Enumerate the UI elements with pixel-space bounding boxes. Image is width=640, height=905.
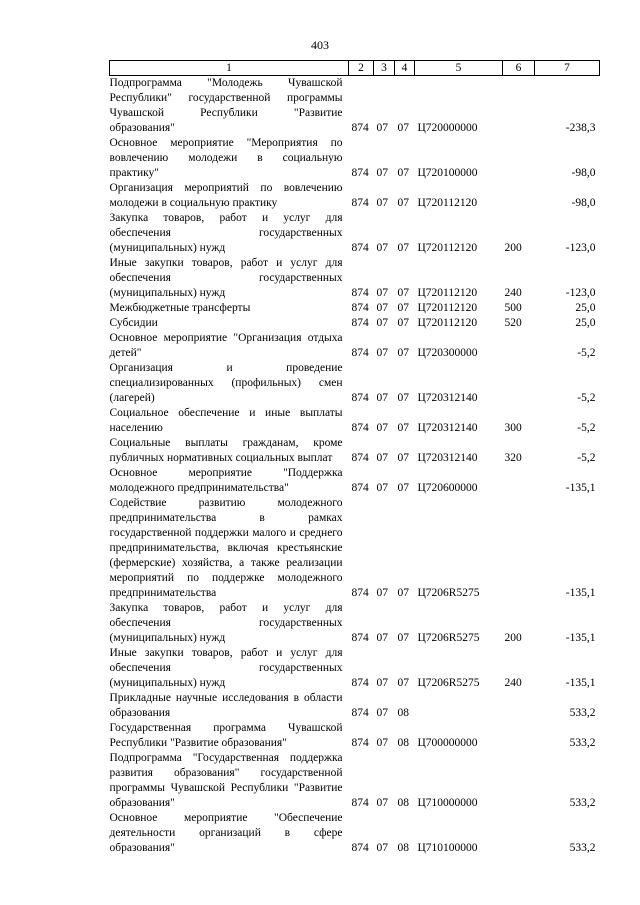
cell-c4: 07 (397, 482, 409, 494)
cell-c2: 874 (351, 737, 369, 749)
cell-c4: 07 (397, 392, 409, 404)
cell-c4: 07 (397, 632, 409, 644)
cell-c2: 874 (351, 587, 369, 599)
cell-c2: 874 (351, 317, 369, 329)
cell-c4: 07 (397, 287, 409, 299)
table-row (110, 256, 600, 301)
table-row (110, 361, 600, 406)
row-description: Иные закупки товаров, работ и услуг для обеспечения государственных (муниципальных) нужд (109, 257, 343, 299)
cell-c2: 874 (351, 707, 369, 719)
cell-c2: 874 (351, 632, 369, 644)
cell-c4: 07 (397, 317, 409, 329)
table-body (110, 76, 600, 857)
cell-c4: 07 (397, 122, 409, 134)
cell-c4: 07 (397, 302, 409, 314)
cell-c5: Ц720600000 (417, 482, 478, 494)
row-description: Социальное обеспечение и иные выплаты населению (109, 407, 343, 434)
cell-c6 (503, 361, 535, 406)
cell-c3: 07 (376, 317, 388, 329)
cell-c2: 874 (351, 122, 369, 134)
cell-c7: 25,0 (575, 317, 596, 329)
cell-c4: 07 (397, 197, 409, 209)
cell-c4: 07 (397, 242, 409, 254)
cell-c3: 07 (376, 347, 388, 359)
cell-c4: 07 (397, 347, 409, 359)
cell-c2: 874 (351, 242, 369, 254)
cell-c5: Ц710000000 (417, 797, 478, 809)
cell-c7: -135,1 (565, 482, 596, 494)
row-description: Организация мероприятий по вовлечению молодежи в социальную практику (109, 182, 343, 209)
cell-c5: Ц720112120 (417, 197, 478, 209)
cell-c4: 07 (397, 677, 409, 689)
cell-c6: 240 (504, 287, 522, 299)
cell-c5: Ц720312140 (417, 392, 478, 404)
row-description: Прикладные научные исследования в области образования (109, 692, 343, 719)
cell-c6 (503, 721, 535, 751)
row-description: Основное мероприятие "Поддержка молодежного предпринимательства" (109, 467, 343, 494)
table-row (110, 406, 600, 436)
row-description: Иные закупки товаров, работ и услуг для обеспечения государственных (муниципальных) нужд (109, 647, 343, 689)
cell-c7: -98,0 (571, 167, 596, 179)
cell-c5: Ц7206R5275 (417, 677, 480, 689)
cell-c2: 874 (351, 347, 369, 359)
table-row (110, 136, 600, 181)
column-header: 4 (395, 61, 415, 76)
cell-c2: 874 (351, 167, 369, 179)
column-header: 3 (374, 61, 395, 76)
cell-c7: 533,2 (569, 707, 596, 719)
table-row (110, 691, 600, 721)
cell-c7: -135,1 (565, 677, 596, 689)
cell-c7: -5,2 (577, 452, 596, 464)
cell-c3: 07 (376, 392, 388, 404)
table-row (110, 436, 600, 466)
cell-c2: 874 (351, 677, 369, 689)
cell-c7: -5,2 (577, 422, 596, 434)
cell-c5: Ц700000000 (417, 737, 478, 749)
column-header: 2 (349, 61, 374, 76)
cell-c7: 533,2 (569, 797, 596, 809)
row-description: Содействие развитию молодежного предпринимательства в рамках государственной поддержки малого и среднего предпринимательства, включая крестьянские (фермерские) хозяйства, а также реализации мероприятий по поддержке молодежного предпринимательства (109, 497, 343, 599)
cell-c4: 08 (397, 707, 409, 719)
cell-c4: 08 (397, 797, 409, 809)
cell-c3: 07 (376, 422, 388, 434)
cell-c5: Ц7206R5275 (417, 587, 480, 599)
cell-c5 (415, 691, 503, 721)
page-number: 403 (311, 38, 329, 52)
cell-c5: Ц710100000 (417, 842, 478, 854)
cell-c2: 874 (351, 452, 369, 464)
cell-c6: 240 (504, 677, 522, 689)
table-row (110, 466, 600, 496)
cell-c7: 25,0 (575, 302, 596, 314)
cell-c7: -135,1 (565, 632, 596, 644)
cell-c3: 07 (376, 587, 388, 599)
column-header: 1 (110, 61, 349, 76)
cell-c6 (503, 331, 535, 361)
row-description: Основное мероприятие "Обеспечение деятельности организаций в сфере образования" (109, 812, 343, 854)
cell-c7: -5,2 (577, 347, 596, 359)
table-row (110, 181, 600, 211)
table-row (110, 316, 600, 331)
row-description: Межбюджетные трансферты (109, 302, 251, 314)
row-description: Государственная программа Чувашской Республики "Развитие образования" (109, 722, 343, 749)
table-row (110, 811, 600, 856)
cell-c3: 07 (376, 632, 388, 644)
cell-c2: 874 (351, 797, 369, 809)
cell-c3: 07 (376, 452, 388, 464)
cell-c4: 08 (397, 842, 409, 854)
cell-c6: 300 (504, 422, 522, 434)
cell-c5: Ц720112120 (417, 287, 478, 299)
cell-c3: 07 (376, 122, 388, 134)
cell-c7: 533,2 (569, 737, 596, 749)
column-header: 5 (415, 61, 503, 76)
cell-c3: 07 (376, 707, 388, 719)
cell-c6: 200 (504, 242, 522, 254)
cell-c6: 320 (504, 452, 522, 464)
cell-c7: -123,0 (565, 287, 596, 299)
cell-c7: -123,0 (565, 242, 596, 254)
cell-c3: 07 (376, 797, 388, 809)
cell-c2: 874 (351, 302, 369, 314)
cell-c5: Ц720112120 (417, 242, 478, 254)
cell-c7: 533,2 (569, 842, 596, 854)
cell-c3: 07 (376, 482, 388, 494)
cell-c2: 874 (351, 392, 369, 404)
cell-c7: -5,2 (577, 392, 596, 404)
row-description: Закупка товаров, работ и услуг для обеспечения государственных (муниципальных) нужд (109, 212, 343, 254)
table-row (110, 76, 600, 137)
cell-c7: -98,0 (571, 197, 596, 209)
cell-c3: 07 (376, 287, 388, 299)
cell-c3: 07 (376, 197, 388, 209)
cell-c6 (503, 811, 535, 856)
cell-c7: -135,1 (565, 587, 596, 599)
row-description: Подпрограмма "Государственная поддержка развития образования" государственной программы Чувашской Республики "Развитие образования" (109, 752, 343, 809)
column-header: 7 (535, 61, 600, 76)
cell-c2: 874 (351, 197, 369, 209)
table-row (110, 721, 600, 751)
cell-c5: Ц720100000 (417, 167, 478, 179)
cell-c2: 874 (351, 482, 369, 494)
table-row (110, 211, 600, 256)
cell-c6 (503, 751, 535, 811)
row-description: Организация и проведение специализированных (профильных) смен (лагерей) (109, 362, 343, 404)
cell-c6 (503, 496, 535, 601)
cell-c4: 07 (397, 587, 409, 599)
cell-c5: Ц720112120 (417, 317, 478, 329)
cell-c6 (503, 466, 535, 496)
cell-c3: 07 (376, 677, 388, 689)
cell-c2: 874 (351, 842, 369, 854)
cell-c6: 520 (504, 317, 522, 329)
cell-c3: 07 (376, 167, 388, 179)
column-header: 6 (503, 61, 535, 76)
cell-c3: 07 (376, 842, 388, 854)
table-row (110, 751, 600, 811)
cell-c4: 07 (397, 167, 409, 179)
cell-c5: Ц720300000 (417, 347, 478, 359)
cell-c3: 07 (376, 737, 388, 749)
table-row (110, 646, 600, 691)
cell-c6: 500 (504, 302, 522, 314)
cell-c4: 08 (397, 737, 409, 749)
cell-c5: Ц720312140 (417, 452, 478, 464)
cell-c3: 07 (376, 242, 388, 254)
cell-c6: 200 (504, 632, 522, 644)
cell-c5: Ц720000000 (417, 122, 478, 134)
row-description: Основное мероприятие "Организация отдыха детей" (109, 332, 343, 359)
row-description: Основное мероприятие "Мероприятия по вовлечению молодежи в социальную практику" (109, 137, 343, 179)
table-row (110, 331, 600, 361)
table-header-row (110, 61, 600, 76)
cell-c6 (503, 691, 535, 721)
cell-c5: Ц7206R5275 (417, 632, 480, 644)
cell-c6 (503, 76, 535, 137)
table-row (110, 601, 600, 646)
cell-c3: 07 (376, 302, 388, 314)
table-row (110, 301, 600, 316)
cell-c5: Ц720312140 (417, 422, 478, 434)
cell-c7: -238,3 (565, 122, 596, 134)
cell-c2: 874 (351, 422, 369, 434)
cell-c5: Ц720112120 (417, 302, 478, 314)
row-description: Подпрограмма "Молодежь Чувашской Республики" государственной программы Чувашской Республики "Развитие образования" (109, 77, 343, 134)
cell-c4: 07 (397, 422, 409, 434)
cell-c6 (503, 181, 535, 211)
cell-c4: 07 (397, 452, 409, 464)
row-description: Социальные выплаты гражданам, кроме публичных нормативных социальных выплат (109, 437, 343, 464)
row-description: Субсидии (109, 317, 158, 329)
budget-table (109, 60, 600, 856)
cell-c2: 874 (351, 287, 369, 299)
row-description: Закупка товаров, работ и услуг для обеспечения государственных (муниципальных) нужд (109, 602, 343, 644)
table-row (110, 496, 600, 601)
cell-c6 (503, 136, 535, 181)
